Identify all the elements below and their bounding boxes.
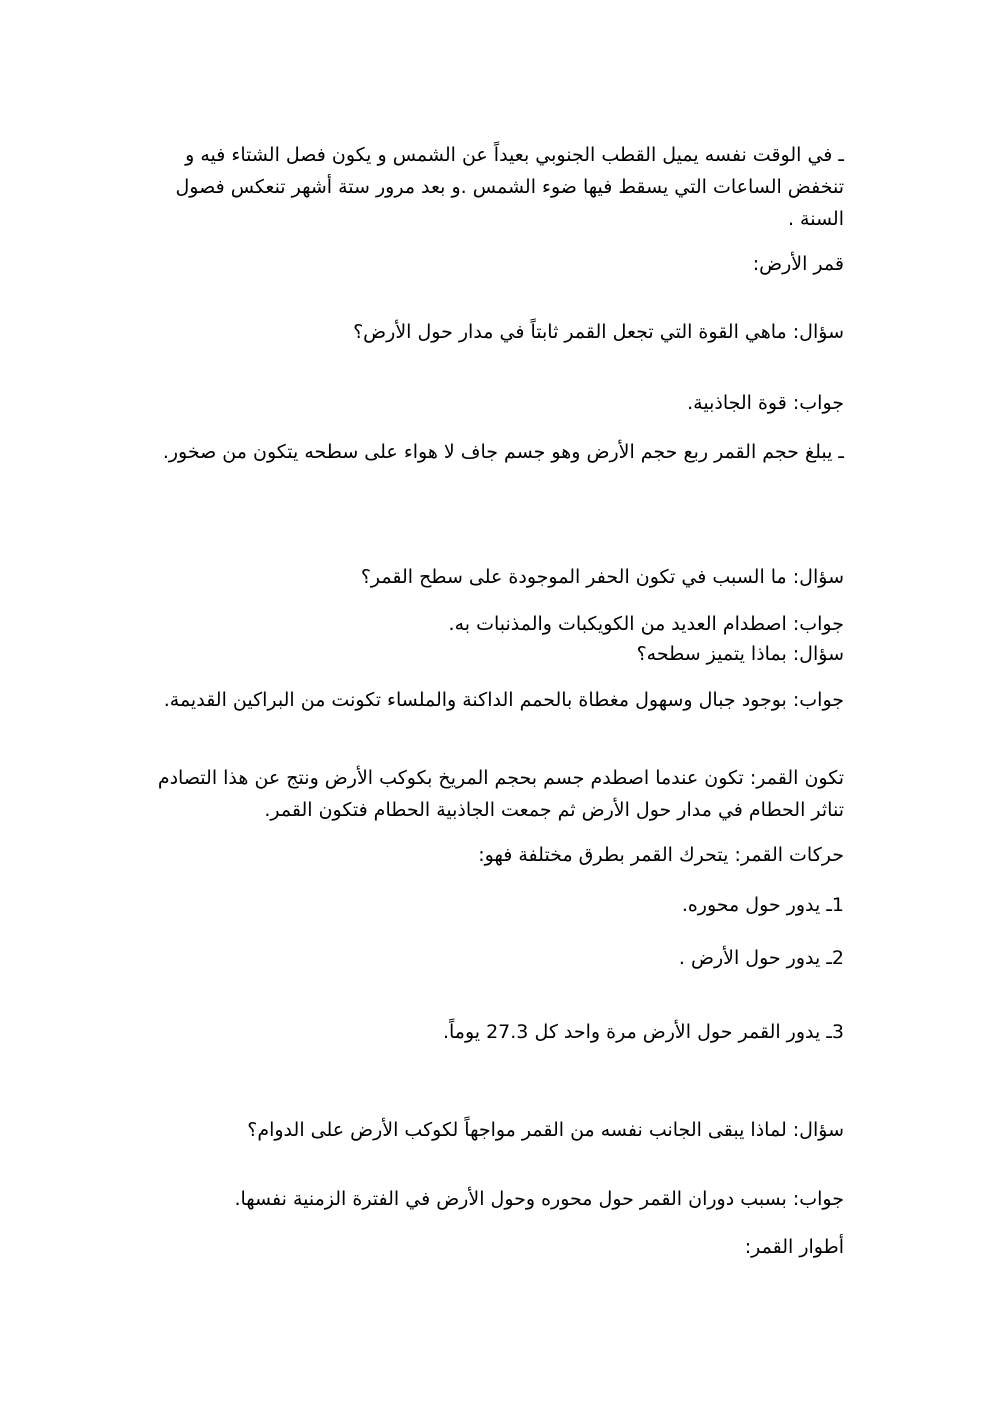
question-same-side: سؤال: لماذا يبقى الجانب نفسه من القمر مواجهاً لكوكب الأرض على الدوام؟ (247, 1119, 844, 1141)
question-craters: سؤال: ما السبب في تكون الحفر الموجودة على سطح القمر؟ (360, 566, 844, 588)
answer-same-side: جواب: بسبب دوران القمر حول محوره وحول الأرض في الفترة الزمنية نفسها. (234, 1188, 844, 1210)
question-orbit-force: سؤال: ماهي القوة التي تجعل القمر ثابتاً في مدار حول الأرض؟ (353, 321, 844, 343)
heading-moon-phases: أطوار القمر: (744, 1236, 844, 1258)
paragraph-seasons-south-pole: ـ في الوقت نفسه يميل القطب الجنوبي بعيداً عن الشمس و يكون فصل الشتاء فيه و تنخفض الساعات التي يسقط فيها ضوء الشمس .و بعد مرور ستة أشهر تنعكس فصول السنة . (175, 144, 844, 230)
list-item-orbit-period: 3ـ يدور القمر حول الأرض مرة واحد كل 27.3 يوماً. (442, 1021, 844, 1043)
answer-surface: جواب: بوجود جبال وسهول مغطاة بالحمم الداكنة والملساء تكونت من البراكين القديمة. (163, 689, 844, 711)
heading-earth-moon: قمر الأرض: (752, 253, 844, 275)
paragraph-moon-size: ـ يبلغ حجم القمر ربع حجم الأرض وهو جسم جاف لا هواء على سطحه يتكون من صخور. (162, 441, 844, 463)
heading-moon-movements: حركات القمر: يتحرك القمر بطرق مختلفة فهو: (478, 844, 844, 866)
answer-gravity: جواب: قوة الجاذبية. (687, 392, 844, 414)
paragraph-moon-formation: تكون القمر: تكون عندما اصطدم جسم بحجم المريخ بكوكب الأرض ونتج عن هذا التصادم تناثر الحطام في مدار حول الأرض ثم جمعت الجاذبية الحطام فتكون القمر. (157, 767, 844, 821)
list-item-axis-rotation: 1ـ يدور حول محوره. (681, 894, 844, 916)
question-surface: سؤال: بماذا يتميز سطحه؟ (636, 643, 844, 665)
list-item-earth-revolution: 2ـ يدور حول الأرض . (678, 947, 844, 969)
answer-craters: جواب: اصطدام العديد من الكويكبات والمذنبات به. (448, 613, 844, 635)
